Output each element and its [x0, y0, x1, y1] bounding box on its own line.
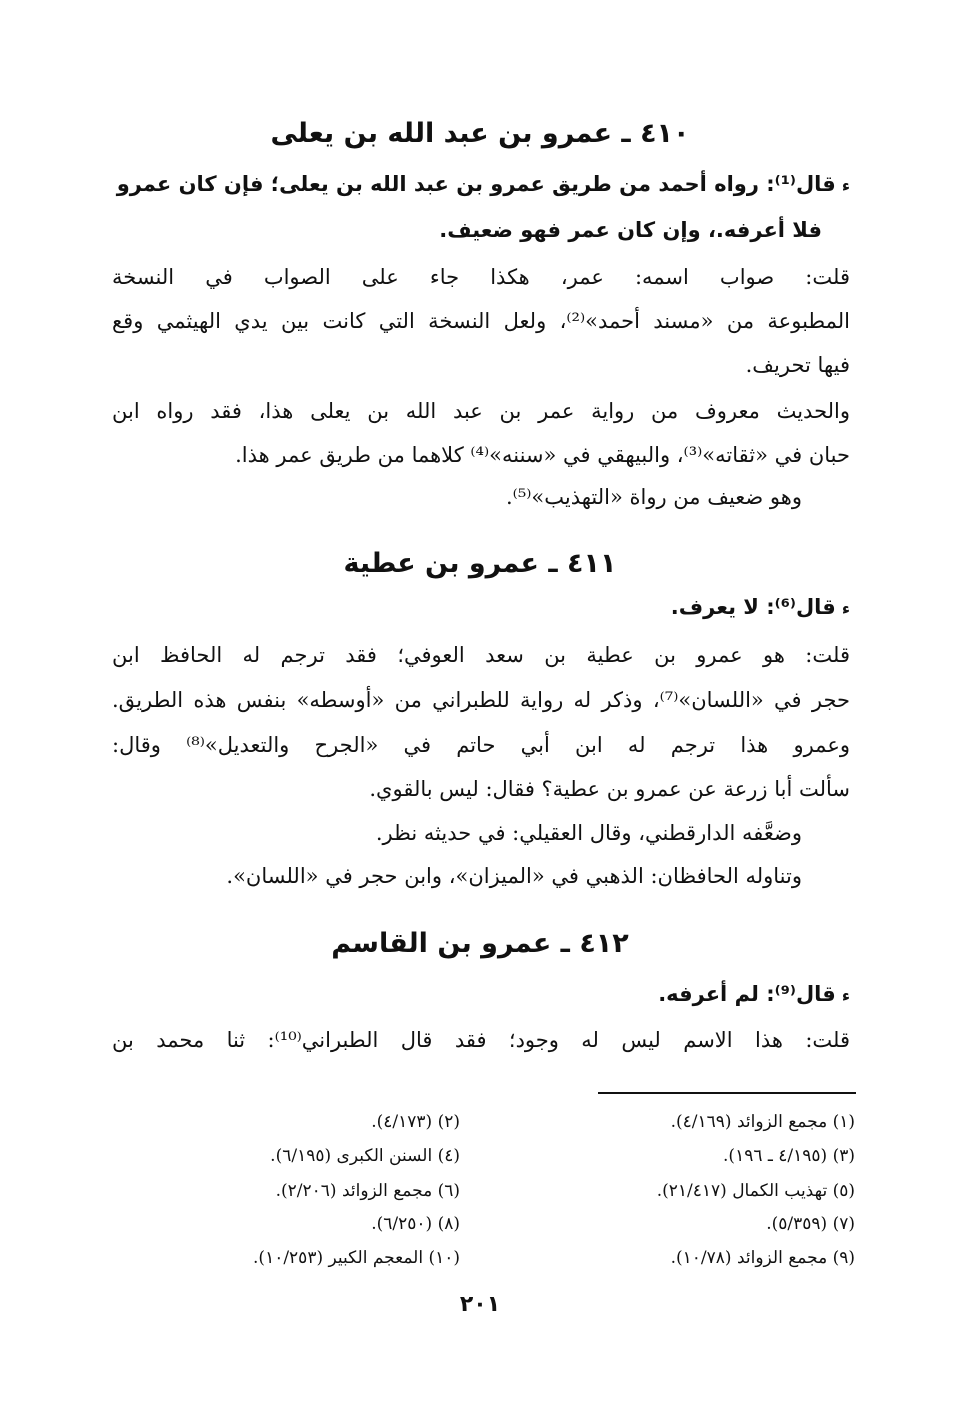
body-line: حجر في «اللسان»⁽⁷⁾، وذكر له رواية للطبراني من «أوسطه» بنفس هذه الطريق. [112, 688, 850, 712]
footnote-2: (٢) (٤/١٧٣). [371, 1112, 460, 1132]
page-number: ٢٠١ [459, 1292, 501, 1317]
footnote-7: (٧) (٥/٣٥٩). [766, 1214, 855, 1234]
footnote-5: (٥) تهذيب الكمال (٢١/٤١٧). [656, 1181, 855, 1201]
quote-text: قال⁽⁹⁾: لم أعرفه. [658, 982, 836, 1006]
footnote-9: (٩) مجمع الزوائد (١٠/٧٨). [670, 1248, 855, 1268]
body-line: وضعَّفه الدارقطني، وقال العقيلي: في حديثه نظر. [375, 821, 802, 845]
quote-line [671, 595, 850, 619]
body-line: سألت أبا زرعة عن عمرو بن عطية؟ فقال: ليس بالقوي. [369, 777, 850, 801]
footnote-4: (٤) السنن الكبرى (٦/١٩٥). [270, 1146, 460, 1166]
quote-marker: ﺀ [841, 176, 850, 195]
footnote-divider [598, 1092, 856, 1094]
footnote-6: (٦) مجمع الزوائد (٢/٢٠٦). [275, 1181, 460, 1201]
entry-heading-410: ٤١٠ ـ عمرو بن عبد الله بن يعلى [270, 118, 690, 149]
quote-text: قال⁽⁶⁾: لا يعرف. [670, 595, 836, 619]
footnote-3: (٣) (٤/١٩٥ ـ ١٩٦). [723, 1146, 855, 1166]
body-line: حبان في «ثقاته»⁽³⁾، والبيهقي في «سننه»⁽⁴⁾ كلاهما من طريق عمر هذا. [235, 443, 850, 467]
quote-line: فلا أعرفه.، وإن كان عمر فهو ضعيف. [439, 218, 822, 242]
body-line: المطبوعة من «مسند أحمد»⁽²⁾، ولعل النسخة التي كانت بين يدي الهيثمي وقع [112, 309, 851, 333]
quote-marker: ﺀ [841, 986, 850, 1005]
body-line: وعمرو هذا ترجم له ابن أبي حاتم في «الجرح والتعديل»⁽⁸⁾ وقال: [112, 733, 850, 757]
footnote-1: (١) مجمع الزوائد (٤/١٦٩). [670, 1112, 855, 1132]
body-line: قلت: هو عمرو بن عطية بن سعد العوفي؛ فقد ترجم له الحافظ ابن [112, 643, 850, 667]
body-line: قلت: صواب اسمه: عمر، هكذا جاء على الصواب في النسخة [112, 265, 850, 289]
body-line: والحديث معروف من رواية عمر بن عبد الله بن يعلى هذا، فقد رواه ابن [112, 399, 850, 423]
body-line: فيها تحريف. [745, 353, 850, 377]
footnote-10: (١٠) المعجم الكبير (١٠/٢٥٣). [253, 1248, 460, 1268]
entry-heading-412: ٤١٢ ـ عمرو بن القاسم [331, 928, 629, 959]
quote-marker: ﺀ [841, 599, 850, 618]
quote-line [658, 982, 850, 1006]
entry-heading-411: ٤١١ ـ عمرو بن عطية [343, 548, 617, 579]
body-line: وتناوله الحافظان: الذهبي في «الميزان»، وابن حجر في «اللسان». [226, 864, 802, 888]
body-line: وهو ضعيف من رواة «التهذيب»⁽⁵⁾. [505, 485, 802, 509]
footnote-8: (٨) (٦/٢٥٠). [371, 1214, 460, 1234]
body-line: قلت: هذا الاسم ليس له وجود؛ فقد قال الطبراني⁽¹⁰⁾: ثنا محمد بن [112, 1028, 850, 1052]
quote-text: قال⁽¹⁾: رواه أحمد من طريق عمرو بن عبد الله بن يعلى؛ فإن كان عمرو [116, 172, 836, 196]
quote-line [117, 172, 850, 196]
